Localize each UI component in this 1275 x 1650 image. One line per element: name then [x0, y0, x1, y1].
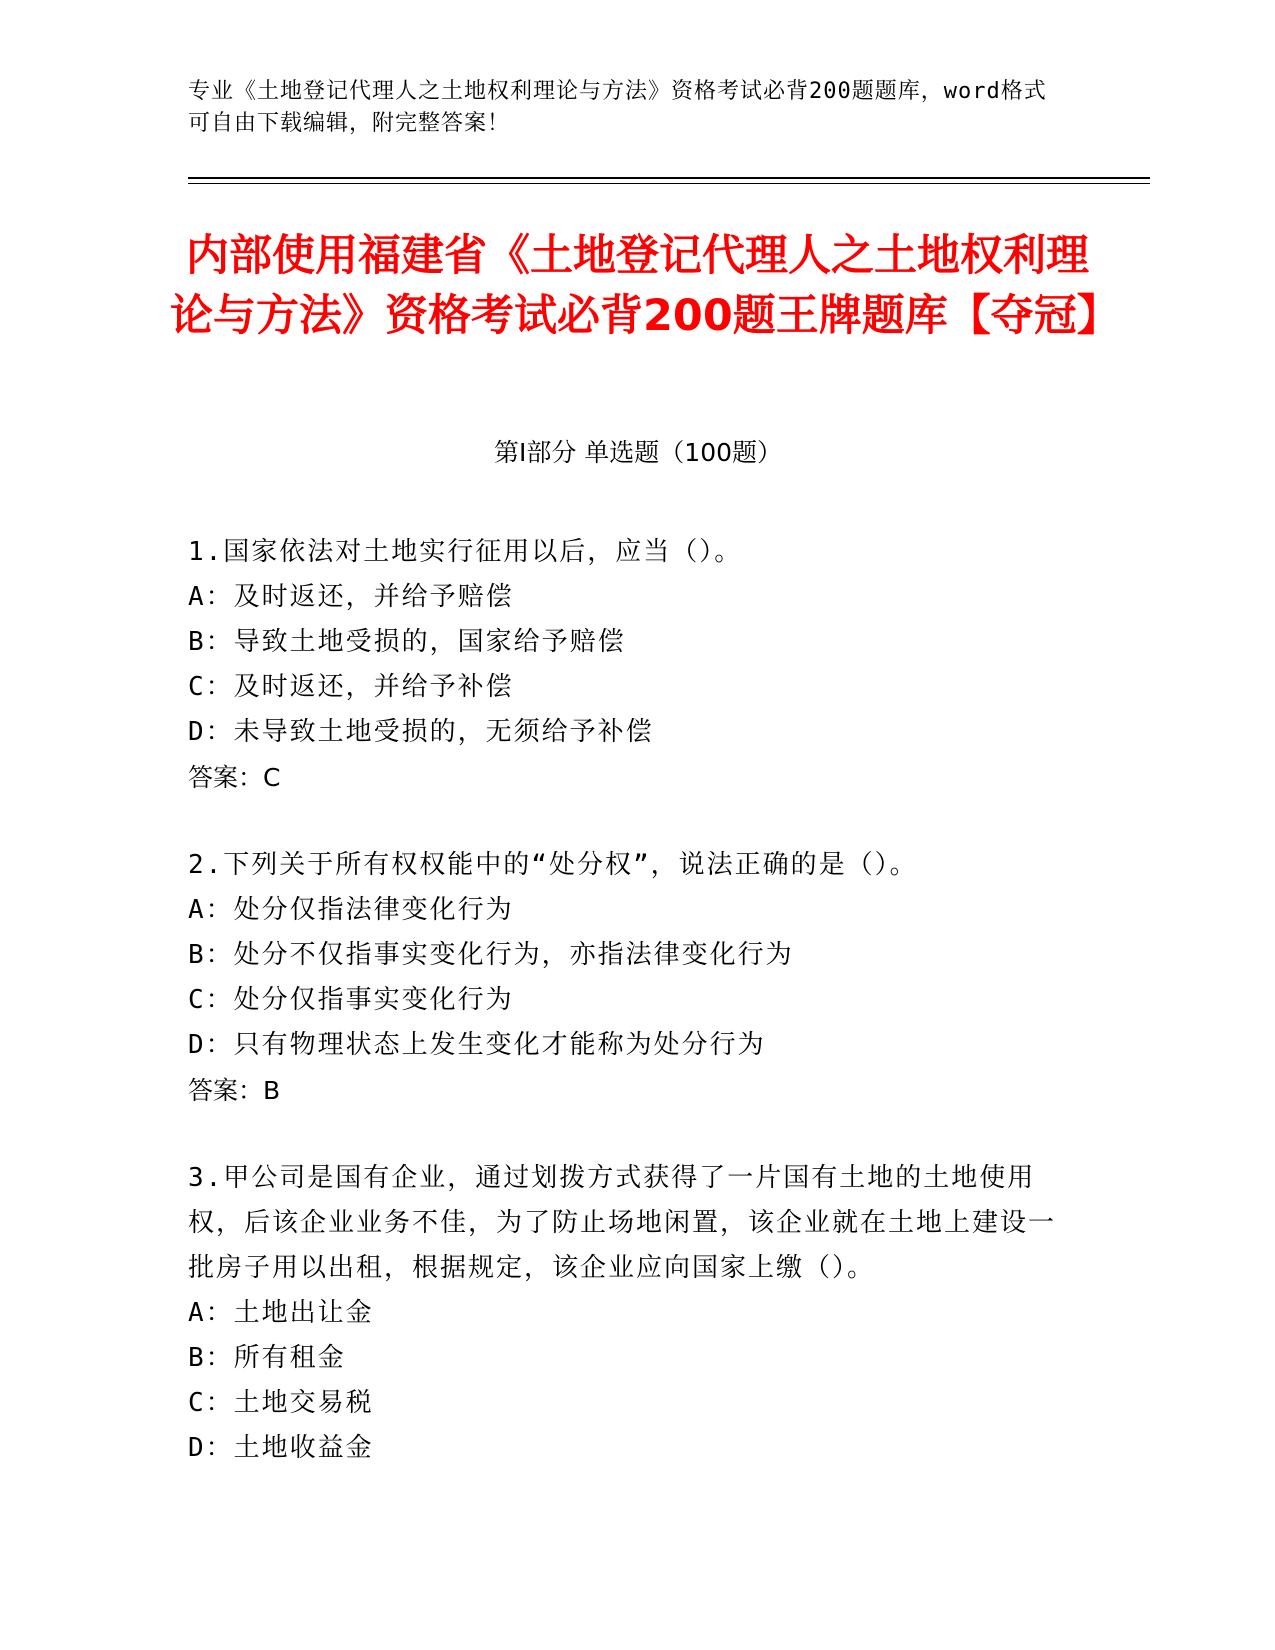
option-a: A：及时返还，并给予赔偿 [188, 582, 514, 612]
question-stem: 2.下列关于所有权权能中的“处分权”，说法正确的是（）。 [188, 850, 918, 880]
header-divider-thin [188, 183, 1150, 184]
option-b: B：处分不仅指事实变化行为，亦指法律变化行为 [188, 940, 794, 970]
header-note: 专业《土地登记代理人之土地权利理论与方法》资格考试必背200题题库，word格式可自由下载编辑，附完整答案！ [188, 79, 1047, 136]
answer: 答案：B [188, 1076, 281, 1105]
question-1 [188, 530, 1068, 800]
option-d: D：未导致土地受损的，无须给予补偿 [188, 717, 654, 747]
question-stem: 1.国家依法对土地实行征用以后，应当（）。 [188, 537, 743, 567]
option-d: D：只有物理状态上发生变化才能称为处分行为 [188, 1030, 766, 1060]
option-b: B：导致土地受损的，国家给予赔偿 [188, 627, 626, 657]
option-c: C：处分仅指事实变化行为 [188, 985, 514, 1015]
question-2 [188, 843, 1068, 1113]
option-c: C：及时返还，并给予补偿 [188, 672, 514, 702]
option-d: D：土地收益金 [188, 1433, 374, 1463]
document-title: 内部使用福建省《土地登记代理人之土地权利理论与方法》资格考试必背200题王牌题库【夺冠】 [170, 231, 1120, 341]
option-a: A：处分仅指法律变化行为 [188, 895, 514, 925]
section-heading: 第Ⅰ部分 单选题（100题） [493, 438, 783, 467]
header-divider-thick [188, 177, 1150, 179]
option-c: C：土地交易税 [188, 1388, 374, 1418]
answer: 答案：C [188, 763, 281, 792]
question-stem: 3.甲公司是国有企业，通过划拨方式获得了一片国有土地的土地使用权，后该企业业务不佳，为了防止场地闲置，该企业就在土地上建设一批房子用以出租，根据规定，该企业应向国家上缴（）。 [188, 1163, 1057, 1283]
question-list [188, 530, 1068, 1514]
question-3 [188, 1156, 1068, 1471]
option-a: A：土地出让金 [188, 1298, 374, 1328]
option-b: B：所有租金 [188, 1343, 346, 1373]
